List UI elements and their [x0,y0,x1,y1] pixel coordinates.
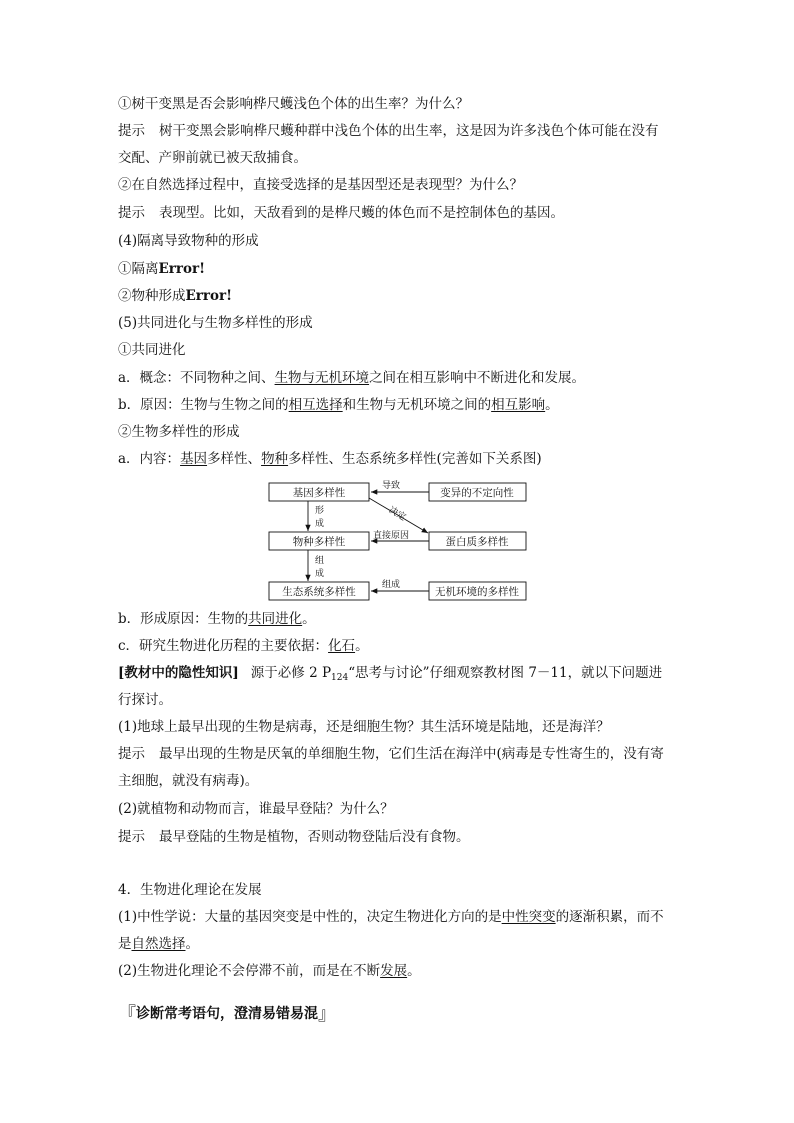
text-run: 。 [545,397,559,413]
item-label: ①共同进化 [118,342,186,358]
biodiversity-diagram [260,476,540,606]
text-line [118,368,585,388]
text-line [118,827,470,847]
arrow-label: 组 [315,556,325,566]
box-label: 变异的不定向性 [440,487,514,499]
hint-label: 提示 [118,205,145,221]
hidden-knowledge-label: [教材中的隐性知识] [118,665,239,681]
bracket-left: 『 [118,1004,136,1025]
text-line [118,799,394,819]
arrow-label: 组成 [381,580,401,590]
text-line [118,259,205,279]
item-label: ②生物多样性的形成 [118,424,240,440]
fill-in-answer: 相互选择 [288,397,343,413]
hint-label: 提示 [118,123,145,139]
text-run: a．内容： [118,451,181,467]
text-line [118,636,369,656]
text-line [118,690,172,710]
text-line [118,449,542,469]
box-label: 基因多样性 [292,487,346,499]
fill-in-answer: 物种 [261,451,289,467]
text-line [118,422,240,442]
text-run: 之间在相互影响中不断进化和发展。 [369,370,586,386]
text-run: 源于必修 2 P [250,665,332,681]
arrow-label: 成 [315,519,325,529]
fill-in-answer: 相互影响 [491,397,546,413]
fill-in-answer: 化石 [328,638,356,654]
text-line [118,148,307,168]
question-text: (2)就植物和动物而言，谁最早登陆？为什么？ [118,801,394,817]
text-run: c．研究生物进化历程的主要依据： [118,638,329,654]
text-line [118,609,316,629]
text-run: (1)中性学说：大量的基因突变是中性的，决定生物进化方向的是 [118,909,502,925]
text-run: b．形成原因：生物的 [118,611,249,627]
fill-in-answer: 发展 [380,963,408,979]
text-run: 是 [118,936,132,952]
error-text: Error! [158,261,206,277]
text-run: 。 [407,963,421,979]
text-line [118,771,258,791]
subsection-title: (4)隔离导致物种的形成 [118,233,259,249]
bracket-right: 』 [318,1004,336,1025]
item-label: ②物种形成 [118,288,186,304]
arrow-label: 直接原因 [372,531,410,541]
text-run: b．原因：生物与生物之间的 [118,397,289,413]
text-line [118,340,186,360]
arrow-label: 形 [315,506,325,516]
text-run: (2)生物进化理论不会停滞不前，而是在不断 [118,963,381,979]
text-run: 多样性、 [207,451,262,467]
text-run: 多样性、生态系统多样性(完善如下关系图) [288,451,542,467]
hint-label: 提示 [118,829,145,845]
text-line [118,663,662,688]
text-run: 。 [302,611,316,627]
answer-text: 交配、产卵前就已被天敌捕食。 [118,150,307,166]
box-label: 蛋白质多样性 [445,536,509,548]
fill-in-answer: 中性突变 [501,909,556,925]
answer-text: 最早出现的生物是厌氧的单细胞生物，它们生活在海洋中(病毒是专性寄生的，没有寄 [159,746,664,762]
question-text: ①树干变黑是否会影响桦尺蠖浅色个体的出生率？为什么？ [118,96,469,112]
text-line [118,313,313,333]
text-line [118,94,469,114]
text-run: “思考与讨论”仔细观察教材图 7－11，就以下问题进 [348,665,663,681]
text-line [118,286,232,306]
fill-in-answer: 生物与无机环境 [274,370,370,386]
fill-in-answer: 基因 [180,451,208,467]
text-run: 和生物与无机环境之间的 [342,397,492,413]
section-heading [118,1000,336,1026]
box-label: 生态系统多样性 [282,586,356,598]
answer-text: 表现型。比如，天敌看到的是桦尺蠖的体色而不是控制体色的基因。 [159,205,564,221]
text-run: 。 [185,936,199,952]
text-line [118,395,559,415]
answer-text: 最早登陆的生物是植物，否则动物登陆后没有食物。 [159,829,470,845]
fill-in-answer: 共同进化 [248,611,303,627]
text-line [118,880,262,900]
subsection-title: (5)共同进化与生物多样性的形成 [118,315,313,331]
arrow-label: 成 [315,569,325,579]
box-label: 无机环境的多样性 [435,586,519,598]
text-run: 行探讨。 [118,692,172,708]
text-line [118,121,659,141]
error-text: Error! [185,288,233,304]
text-line [118,231,259,251]
section-title: 4．生物进化理论在发展 [118,882,262,898]
text-run: 的逐渐积累，而不 [555,909,664,925]
text-run: 。 [355,638,369,654]
answer-text: 树干变黑会影响桦尺蠖种群中浅色个体的出生率，这是因为许多浅色个体可能在没有 [159,123,659,139]
text-line [118,175,523,195]
text-line [118,744,664,764]
box-label: 物种多样性 [292,536,346,548]
text-line [118,961,421,981]
text-line [118,203,564,223]
text-line [118,907,664,927]
arrow-label: 导致 [381,481,401,491]
question-text: (1)地球上最早出现的生物是病毒，还是细胞生物？其生活环境是陆地，还是海洋？ [118,719,610,735]
text-line [118,717,610,737]
arrow-label: 决定 [386,505,408,524]
fill-in-answer: 自然选择 [131,936,186,952]
question-text: ②在自然选择过程中，直接受选择的是基因型还是表现型？为什么？ [118,177,523,193]
hint-label: 提示 [118,746,145,762]
text-line [118,934,199,954]
item-label: ①隔离 [118,261,159,277]
answer-text: 主细胞，就没有病毒)。 [118,773,259,789]
heading-text: 诊断常考语句，澄清易错易混 [136,1006,318,1022]
page-subscript: 124 [331,673,349,683]
text-run: a．概念：不同物种之间、 [118,370,275,386]
